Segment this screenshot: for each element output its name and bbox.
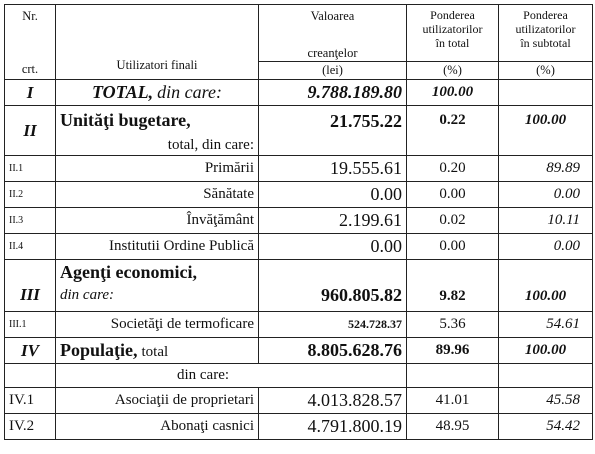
header-share-sub [499, 5, 593, 62]
row-b3-share-sub: 10.11 [499, 208, 593, 234]
receivables-table [4, 4, 593, 440]
header-share-sub-line2: utilizatorilor [515, 22, 576, 36]
header-value [259, 5, 407, 62]
row-b1 [5, 156, 593, 182]
row-p2-share-total: 48.95 [407, 414, 499, 440]
row-e1-label: Societăţi de termoficare [56, 312, 259, 338]
row-budget-label [56, 106, 259, 156]
row-pop-value: 8.805.628.76 [259, 338, 407, 364]
row-p2-share-sub: 54.42 [499, 414, 593, 440]
row-total [5, 80, 593, 106]
row-total-value: 9.788.189.80 [259, 80, 407, 106]
row-b2-label: Sănătate [56, 182, 259, 208]
header-value-line2: creanţelor [307, 46, 358, 60]
row-budget-share-sub: 100.00 [499, 106, 593, 156]
row-e1-share-total: 5.36 [407, 312, 499, 338]
row-pop-share-sub: 100.00 [499, 338, 593, 364]
row-e1 [5, 312, 593, 338]
row-p2-nr: IV.2 [5, 414, 56, 440]
row-eco-nr: III [5, 260, 56, 312]
row-p1 [5, 388, 593, 414]
row-b2-share-total: 0.00 [407, 182, 499, 208]
row-pop-label-bold: Populaţie, [60, 340, 138, 360]
header-nr [5, 5, 56, 62]
row-p2 [5, 414, 593, 440]
row-b3 [5, 208, 593, 234]
header-nr-line2: crt. [5, 62, 56, 80]
header-row-top [5, 5, 593, 62]
header-users: Utilizatori finali [56, 5, 259, 80]
row-b1-share-total: 0.20 [407, 156, 499, 182]
row-b1-value: 19.555.61 [259, 156, 407, 182]
header-share-sub-line1: Ponderea [523, 8, 568, 22]
row-budget-value: 21.755.22 [259, 106, 407, 156]
row-eco-label-bold: Agenţi economici, [60, 262, 197, 282]
row-total-label-rest: din care: [157, 82, 222, 102]
header-share-total [407, 5, 499, 62]
row-total-share-sub [499, 80, 593, 106]
row-pop-note-text: din care: [56, 364, 407, 388]
row-eco-label [56, 260, 259, 312]
row-b3-label: Învăţământ [56, 208, 259, 234]
row-pop-note-share-sub [499, 364, 593, 388]
row-p1-nr: IV.1 [5, 388, 56, 414]
row-b2-value: 0.00 [259, 182, 407, 208]
row-e1-share-sub: 54.61 [499, 312, 593, 338]
row-pop-label [56, 338, 259, 364]
row-pop-share-total: 89.96 [407, 338, 499, 364]
row-b2-share-sub: 0.00 [499, 182, 593, 208]
row-b4 [5, 234, 593, 260]
receivables-table-page [4, 4, 592, 452]
header-value-unit: (lei) [259, 62, 407, 80]
row-e1-value: 524.728.37 [259, 312, 407, 338]
header-share-total-line3: în total [435, 36, 470, 50]
row-b1-nr: II.1 [5, 156, 56, 182]
row-b1-label: Primării [56, 156, 259, 182]
row-b4-nr: II.4 [5, 234, 56, 260]
row-total-share-total: 100.00 [407, 80, 499, 106]
row-pop-label-rest: total [141, 344, 169, 360]
row-total-label-bold: TOTAL, [92, 82, 154, 102]
row-p2-value: 4.791.800.19 [259, 414, 407, 440]
row-total-nr: I [5, 80, 56, 106]
header-value-line1: Valoarea [310, 9, 355, 23]
row-pop-note-nr [5, 364, 56, 388]
row-b3-nr: II.3 [5, 208, 56, 234]
row-budget-nr: II [5, 106, 56, 156]
row-p1-share-total: 41.01 [407, 388, 499, 414]
row-b4-label: Institutii Ordine Publică [56, 234, 259, 260]
header-share-total-line2: utilizatorilor [422, 22, 483, 36]
row-b1-share-sub: 89.89 [499, 156, 593, 182]
row-b4-share-sub: 0.00 [499, 234, 593, 260]
row-pop-note-share-total [407, 364, 499, 388]
row-b3-value: 2.199.61 [259, 208, 407, 234]
row-b2 [5, 182, 593, 208]
header-share-sub-line3: în subtotal [520, 36, 571, 50]
row-p2-label: Abonaţi casnici [56, 414, 259, 440]
row-p1-value: 4.013.828.57 [259, 388, 407, 414]
header-share-sub-unit: (%) [499, 62, 593, 80]
row-total-label [56, 80, 259, 106]
header-nr-line1: Nr. [22, 9, 38, 23]
row-eco-label-line2: din care: [60, 287, 115, 303]
header-share-total-line1: Ponderea [430, 8, 475, 22]
row-pop-note [5, 364, 593, 388]
row-budget-share-total: 0.22 [407, 106, 499, 156]
row-eco [5, 260, 593, 312]
row-pop-nr: IV [5, 338, 56, 364]
row-b4-value: 0.00 [259, 234, 407, 260]
row-pop [5, 338, 593, 364]
row-eco-share-sub: 100.00 [499, 260, 593, 312]
row-b3-share-total: 0.02 [407, 208, 499, 234]
row-budget [5, 106, 593, 156]
row-b4-share-total: 0.00 [407, 234, 499, 260]
row-eco-value: 960.805.82 [259, 260, 407, 312]
row-budget-label-line2: total, din care: [167, 137, 254, 153]
row-p1-share-sub: 45.58 [499, 388, 593, 414]
row-p1-label: Asociaţii de proprietari [56, 388, 259, 414]
header-share-total-unit: (%) [407, 62, 499, 80]
row-budget-label-bold: Unităţi bugetare, [60, 110, 191, 130]
row-e1-nr: III.1 [5, 312, 56, 338]
row-eco-share-total: 9.82 [407, 260, 499, 312]
row-b2-nr: II.2 [5, 182, 56, 208]
